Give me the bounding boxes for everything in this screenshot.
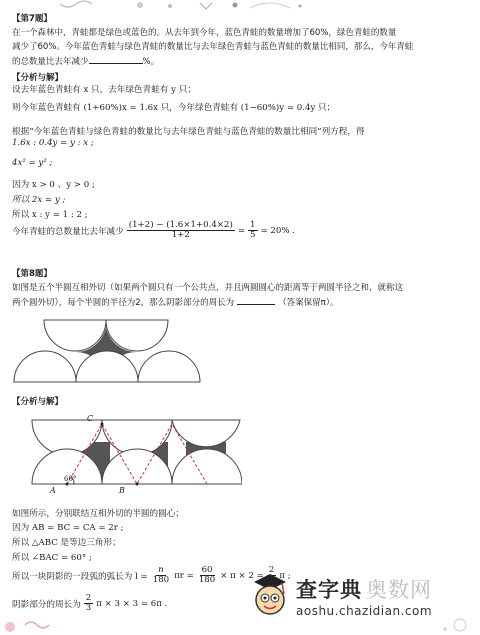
fraction-8-b-numerator: 60 — [201, 565, 213, 575]
solution-8-step1: 如图所示，分别联结互相外切的半圆的圆心； — [12, 509, 184, 519]
solution-7-step2: 则今年蓝色青蛙有 (1+60%)x = 1.6x 只，今年绿色青蛙有 (1−60%)y = 0.4y 只； — [12, 103, 336, 113]
fraction-7-a-denominator: 1+2 — [171, 230, 190, 241]
fraction-8-d-numerator: 2 — [85, 593, 92, 603]
fraction-8-a — [151, 566, 171, 585]
formula-pi-r: πr = — [174, 570, 194, 581]
label-A: A — [50, 486, 56, 495]
problem-8-text-line2-end: （答案保留π）。 — [278, 298, 339, 308]
problem-8-title: 【第8题】 — [12, 269, 52, 279]
fraction-8-d-denominator: 3 — [85, 603, 92, 614]
fraction-7-b-denominator: 5 — [250, 230, 256, 241]
solution-7-step9-text: 今年青蛙的总数量比去年减少 — [12, 226, 124, 237]
solution-7-result: = 20% . — [260, 225, 295, 236]
watermark-url: aoshu.chazidian.com — [296, 604, 433, 618]
problem-8-text-line1: 如图是五个半圆互相外切（如果两个圆只有一个公共点，并且两圆圆心的距离等于两圆半径之和，就称这 — [12, 283, 404, 293]
label-C: C — [87, 414, 94, 423]
solution-7-step8: 所以 x : y = 1 : 2 ; — [12, 210, 88, 220]
label-B: B — [119, 486, 125, 495]
solution-8-step4: 所以 ∠BAC = 60° ; — [12, 553, 92, 563]
fraction-7-b — [248, 221, 257, 240]
solution-8-result: π × 3 × 3 = 6π . — [96, 598, 168, 609]
analysis-7-title: 【分析与解】 — [12, 73, 64, 83]
problem-8-text-line2 — [12, 295, 339, 308]
equals-sign: = — [237, 225, 246, 236]
watermark-brand — [296, 574, 432, 604]
solution-8-step5-text: 所以一块阴影的一段弧的弧长为 l = — [12, 571, 148, 582]
fraction-8-b-denominator: 180 — [198, 575, 216, 586]
bottom-doodle — [0, 615, 480, 635]
fraction-8-c-numerator: 2 — [268, 565, 275, 575]
analysis-8-title: 【分析与解】 — [12, 397, 64, 407]
answer-blank-8 — [237, 295, 275, 305]
solution-7-step4: 1.6x : 0.4y = y : x ; — [12, 138, 94, 148]
answer-blank-7 — [89, 54, 143, 64]
fraction-7-a — [127, 221, 235, 240]
solution-8-step5 — [12, 566, 291, 585]
solution-7-step6: 因为 x > 0 、y > 0 ; — [12, 180, 95, 190]
fraction-7-b-numerator: 1 — [250, 220, 256, 230]
solution-7-step5: 4x² = y² ; — [12, 158, 53, 168]
fraction-8-a-denominator: 180 — [152, 575, 170, 586]
semicircles-figure — [12, 314, 212, 384]
problem-7-title: 【第7题】 — [12, 14, 52, 24]
solution-8-step6 — [12, 594, 167, 613]
solution-8-step2: 因为 AB = BC = CA = 2r ; — [12, 523, 124, 533]
mascot-logo — [250, 572, 290, 618]
problem-7-text-line3 — [12, 54, 159, 67]
solution-8-step6-text: 阴影部分的周长为 — [12, 599, 81, 610]
solution-7-step7: 所以 2x = y ; — [12, 195, 66, 205]
fraction-8-d — [84, 594, 93, 613]
problem-7-text-line3-end: %。 — [142, 57, 160, 67]
fraction-8-a-numerator: n — [158, 565, 164, 575]
solution-7-step3: 根据“今年蓝色青蛙与绿色青蛙的数量比与去年绿色青蛙与蓝色青蛙的数量比相同”列方程，得 — [12, 127, 365, 137]
label-angle: 60° — [64, 475, 77, 483]
watermark-brand-secondary: 奥数网 — [366, 578, 432, 602]
top-doodle — [0, 0, 480, 14]
solution-7-step9 — [12, 221, 295, 240]
fraction-8-b — [197, 566, 217, 585]
problem-7-text-line3-start: 的总数量比去年减少 — [12, 57, 89, 67]
fraction-7-a-numerator: (1+2) − (1.6×1+0.4×2) — [128, 220, 233, 230]
triangle-figure — [12, 412, 242, 492]
watermark-brand-primary: 查字典 — [296, 578, 362, 602]
solution-8-step3: 所以 △ABC 是等边三角形； — [12, 538, 121, 548]
formula-times: × π × 2 = — [220, 570, 264, 581]
problem-7-text-line2: 减少了60%。今年蓝色青蛙与绿色青蛙的数量比与去年绿色青蛙与蓝色青蛙的数量比相同，那么，今年青蛙 — [12, 42, 414, 52]
solution-7-step1: 设去年蓝色青蛙有 x 只，去年绿色青蛙有 y 只； — [12, 85, 196, 95]
problem-8-text-line2-start: 两个圆外切），每个半圆的半径为2，那么阴影部分的周长为 — [12, 298, 235, 308]
problem-7-text-line1: 在一个森林中，青蛙都是绿色或蓝色的。从去年到今年，蓝色青蛙的数量增加了60%，绿色青蛙的数量 — [12, 28, 397, 38]
formula-end: π ; — [279, 570, 291, 581]
